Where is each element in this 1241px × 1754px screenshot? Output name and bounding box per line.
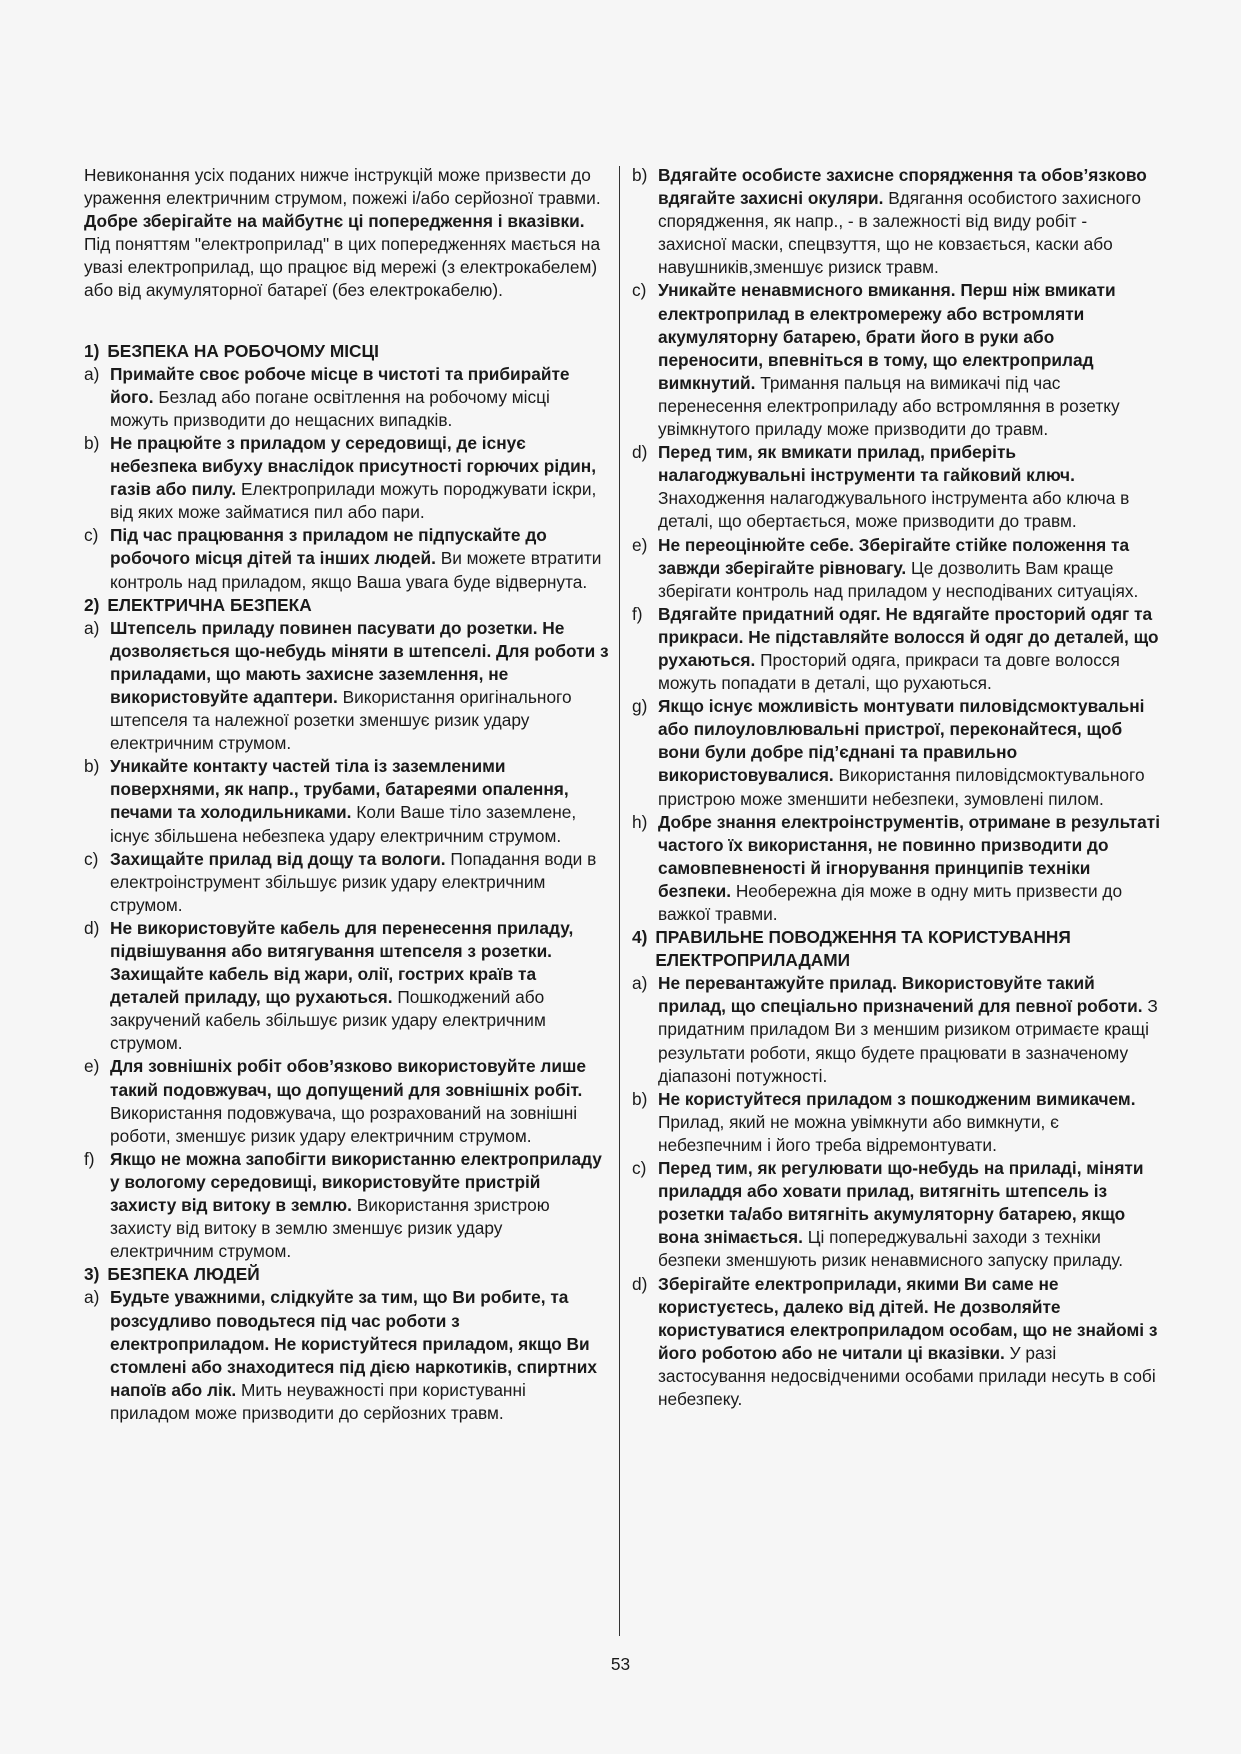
item-text: Попадання води в електроінструмент збільшує ризик удару електричним струмом. xyxy=(110,848,597,915)
section-title: БЕЗПЕКА ЛЮДЕЙ xyxy=(107,1264,260,1285)
item-bold: Якщо існує можливість монтувати пиловідсмоктувальні або пилоуловлювальні пристрої, переконайтеся, щоб вони були добре під’єднані та правильно використовувалися. xyxy=(658,696,1145,786)
item-body xyxy=(658,1273,1160,1412)
item-body xyxy=(110,1055,609,1147)
section-title: ПРАВИЛЬНЕ ПОВОДЖЕННЯ ТА КОРИСТУВАННЯ ЕЛЕКТРОПРИЛАДАМИ xyxy=(655,927,1071,971)
list-item xyxy=(84,755,609,847)
item-text: З придатним приладом Ви з меншим ризиком отримаєте кращі результати роботи, якщо будете працювати в зазначеному діапазоні потужності. xyxy=(658,996,1158,1086)
item-label: g) xyxy=(632,696,648,717)
item-bold: Не користуйтеся приладом з пошкодженим вимикачем. xyxy=(658,1088,1136,1109)
item-label: a) xyxy=(632,973,648,994)
item-body xyxy=(110,524,609,593)
item-label: h) xyxy=(632,811,648,832)
item-label: e) xyxy=(84,1056,100,1077)
item-text: Безлад або погане освітлення на робочому місці можуть призводити до нещасних випадків. xyxy=(110,386,550,430)
item-body xyxy=(658,1157,1160,1272)
item-body xyxy=(110,1148,609,1263)
item-bold: Вдягайте придатний одяг. Не вдягайте просторий одяг та прикраси. Не підставляйте волосся й одяг до деталей, що рухаються. xyxy=(658,603,1159,670)
list-item xyxy=(632,811,1160,926)
item-label: a) xyxy=(84,363,100,384)
item-body xyxy=(110,755,609,847)
section-number: 1) xyxy=(84,340,100,361)
item-label: d) xyxy=(84,917,100,938)
item-label: b) xyxy=(84,432,100,453)
list-item xyxy=(84,1286,609,1425)
list-item xyxy=(84,1055,609,1147)
item-label: d) xyxy=(632,442,648,463)
section-title: БЕЗПЕКА НА РОБОЧОМУ МІСЦІ xyxy=(107,340,379,361)
item-bold: Вдягайте особисте захисне спорядження та обов’язково вдягайте захисні окуляри. xyxy=(658,165,1147,209)
list-item xyxy=(84,363,609,432)
item-body xyxy=(658,534,1160,603)
item-bold: Уникайте ненавмисного вмикання. Перш ніж вмикати електроприлад в електромережу або встромляти акумуляторну батарею, брати його в руки або переносити, впевніться в тому, що електроприлад вимкнутий. xyxy=(658,280,1116,393)
item-label: d) xyxy=(632,1273,648,1294)
list-item xyxy=(632,972,1160,1087)
item-label: b) xyxy=(632,1088,648,1109)
item-body xyxy=(658,279,1160,441)
list-item xyxy=(632,603,1160,695)
item-body xyxy=(110,1286,609,1425)
section-title: ЕЛЕКТРИЧНА БЕЗПЕКА xyxy=(107,594,312,615)
item-body xyxy=(110,848,609,917)
item-bold: Для зовнішніх робіт обов’язково використовуйте лише такий подовжувач, що допущений для зовнішніх робіт. xyxy=(110,1056,587,1100)
item-label: c) xyxy=(632,1158,647,1179)
list-item xyxy=(632,695,1160,810)
intro-paragraph xyxy=(84,164,609,303)
item-bold: Якщо не можна запобігти використанню електроприладу у вологому середовищі, використовуйте пристрій захисту від витоку в землю. xyxy=(110,1148,602,1216)
list-item xyxy=(84,432,609,524)
item-bold: Не використовуйте кабель для перенесення приладу, підвішування або витягування штепселя з розетки. Захищайте кабель від жари, олії, гострих країв та деталей приладу, що рухаються. xyxy=(110,917,574,1008)
item-bold: Не працюйте з приладом у середовищі, де існує небезпека вибуху внаслідок присутності горючих рідин, газів або пилу. xyxy=(110,432,596,500)
list-item xyxy=(84,917,609,1056)
item-text: Пошкоджений або закручений кабель збільшує ризик удару електричним струмом. xyxy=(110,987,546,1054)
item-bold: Не перевантажуйте прилад. Використовуйте такий прилад, що спеціально призначений для певної роботи. xyxy=(658,973,1143,1017)
item-body xyxy=(658,441,1160,533)
section-heading xyxy=(84,594,609,617)
list-item xyxy=(84,1148,609,1263)
item-bold: Перед тим, як вмикати прилад, приберіть налагоджувальні інструменти та гайковий ключ. xyxy=(658,442,1075,486)
item-label: c) xyxy=(632,280,647,301)
item-bold: Добре знання електроінструментів, отримане в результаті частого їх використання, не повинно призводити до самовпевненості й ігнорування принципів техніки безпеки. xyxy=(658,811,1161,901)
item-bold: Будьте уважними, слідкуйте за тим, що Ви робите, та розсудливо поводьтеся під час роботи з електроприладом. Не користуйтеся приладом, якщо Ви стомлені або знаходитеся під дією наркотиків, спиртних напоїв або лік. xyxy=(110,1287,598,1400)
item-text: Мить неуважності при користуванні приладом може призводити до серйозних травм. xyxy=(110,1379,526,1423)
item-body xyxy=(110,617,609,756)
list-item xyxy=(632,534,1160,603)
item-label: f) xyxy=(84,1148,95,1169)
item-body xyxy=(658,1088,1160,1157)
item-text: Ви можете втратити контроль над приладом, якщо Ваша увага буде відвернута. xyxy=(110,548,602,592)
list-item xyxy=(84,848,609,917)
item-text: Просторий одяга, прикраси та довге волосся можуть попадати в деталі, що рухаються. xyxy=(658,649,1120,694)
section-heading xyxy=(84,340,609,363)
item-body xyxy=(658,164,1160,279)
item-body xyxy=(658,811,1160,926)
item-label: c) xyxy=(84,848,99,869)
item-text: Електроприлади можуть породжувати іскри, від яких може займатися пил або пари. xyxy=(110,479,597,523)
list-item xyxy=(632,441,1160,533)
item-body xyxy=(110,917,609,1056)
item-label: b) xyxy=(632,165,648,185)
section-heading xyxy=(632,926,1160,972)
item-text: Тримання пальця на вимикачі під час перенесення електроприладу або встромляння в розетку увімкнутого приладу може призводити до травм. xyxy=(658,372,1120,440)
item-text: Необережна дія може в одну мить призвести до важкої травми. xyxy=(658,880,1123,924)
item-body xyxy=(658,695,1160,810)
item-text: Ці попереджувальні заходи з техніки безпеки зменшують ризик ненавмисного запуску приладу. xyxy=(658,1227,1124,1271)
page-number: 53 xyxy=(610,1654,631,1674)
item-bold: Примайте своє робоче місце в чистоті та прибирайте його. xyxy=(110,363,570,407)
item-text: Це дозволить Вам краще зберігати контроль над приладом у несподіваних ситуаціях. xyxy=(658,557,1139,601)
item-body xyxy=(658,972,1160,1087)
list-item xyxy=(632,279,1160,441)
list-item xyxy=(632,1157,1160,1272)
column-divider xyxy=(619,166,620,1636)
intro-rest: Під поняттям "електроприлад" в цих попередженнях мається на увазі електроприлад, що працює від мережі (з електрокабелем) або від акумуляторної батареї (без електрокабелю). xyxy=(84,234,601,301)
item-text: Використання зристрою захисту від витоку в землю зменшує ризик удару електричним струмом. xyxy=(110,1195,550,1262)
list-item xyxy=(632,1273,1160,1412)
item-bold: Під час працювання з приладом не підпускайте до робочого місця дітей та інших людей. xyxy=(110,525,547,569)
item-text: Знаходження налагоджувального інструмента або ключа в деталі, що обертається, може призводити до травм. xyxy=(658,488,1130,532)
item-bold: Штепсель приладу повинен пасувати до розетки. Не дозволяється що-небудь міняти в штепселі. Для роботи з приладами, що мають захисне заземлення, не використовуйте адаптери. xyxy=(110,617,609,707)
item-label: c) xyxy=(84,525,99,546)
item-bold: Не переоцінюйте себе. Зберігайте стійке положення та завжди зберігайте рівновагу. xyxy=(658,534,1130,578)
section-number: 2) xyxy=(84,594,100,615)
item-bold: Зберігайте електроприлади, якими Ви саме не користуєтесь, далеко від дітей. Не дозволяйте користуватися електроприладом особам, що не знайомі з його роботою або не читали ці вказівки. xyxy=(658,1273,1158,1363)
item-bold: Захищайте прилад від дощу та вологи. xyxy=(110,848,446,869)
intro-text: Невиконання усіх поданих нижче інструкцій може призвести до ураження електричним струмом, пожежі і/або серйозної травми. xyxy=(84,165,601,209)
item-bold: Уникайте контакту частей тіла із заземленими поверхнями, як напр., трубами, батареями опалення, печами та холодильниками. xyxy=(110,756,569,823)
item-label: f) xyxy=(632,603,643,624)
item-label: a) xyxy=(84,1287,100,1308)
item-text: Вдягання особистого захисного спорядження, як напр., - в залежності від виду робіт - захисної маски, спецвзуття, що не ковзається, каски або навушників,зменшує ризиск травм. xyxy=(658,188,1141,278)
intro-bold: Добре зберігайте на майбутнє ці попередження і вказівки. xyxy=(84,211,585,232)
item-body xyxy=(110,432,609,524)
list-item xyxy=(84,524,609,593)
item-label: a) xyxy=(84,617,100,638)
item-body xyxy=(658,603,1160,695)
section-number: 4) xyxy=(632,927,648,948)
item-text: У разі застосування недосвідченими особами прилади несуть в собі небезпеку. xyxy=(658,1342,1156,1409)
right-column xyxy=(632,164,1160,1411)
list-item xyxy=(84,617,609,756)
item-body xyxy=(110,363,609,432)
section-number: 3) xyxy=(84,1264,100,1285)
item-text: Використання пиловідсмоктувального пристрою може зменшити небезпеки, зумовлені пилом. xyxy=(658,765,1145,809)
item-bold: Перед тим, як регулювати що-небудь на приладі, міняти приладдя або ховати прилад, витягніть штепсель із розетки та/або витягніть акумуляторну батарею, якщо вона знімається. xyxy=(658,1158,1144,1248)
list-item xyxy=(632,164,1160,279)
section-heading xyxy=(84,1263,609,1286)
list-item xyxy=(632,1088,1160,1157)
item-label: e) xyxy=(632,534,648,555)
item-text: Використання оригінального штепселя та належної розетки зменшує ризик удару електричним струмом. xyxy=(110,686,572,754)
item-text: Коли Ваше тіло заземлене, існує збільшена небезпека удару електричним струмом. xyxy=(110,802,577,846)
item-text: Використання подовжувача, що розрахований на зовнішні роботи, зменшує ризик удару електричним струмом. xyxy=(110,1102,578,1146)
left-column xyxy=(84,164,609,1425)
item-label: b) xyxy=(84,756,100,777)
item-text: Прилад, який не можна увімкнути або вимкнути, є небезпечним і його треба відремонтувати. xyxy=(658,1111,1059,1155)
